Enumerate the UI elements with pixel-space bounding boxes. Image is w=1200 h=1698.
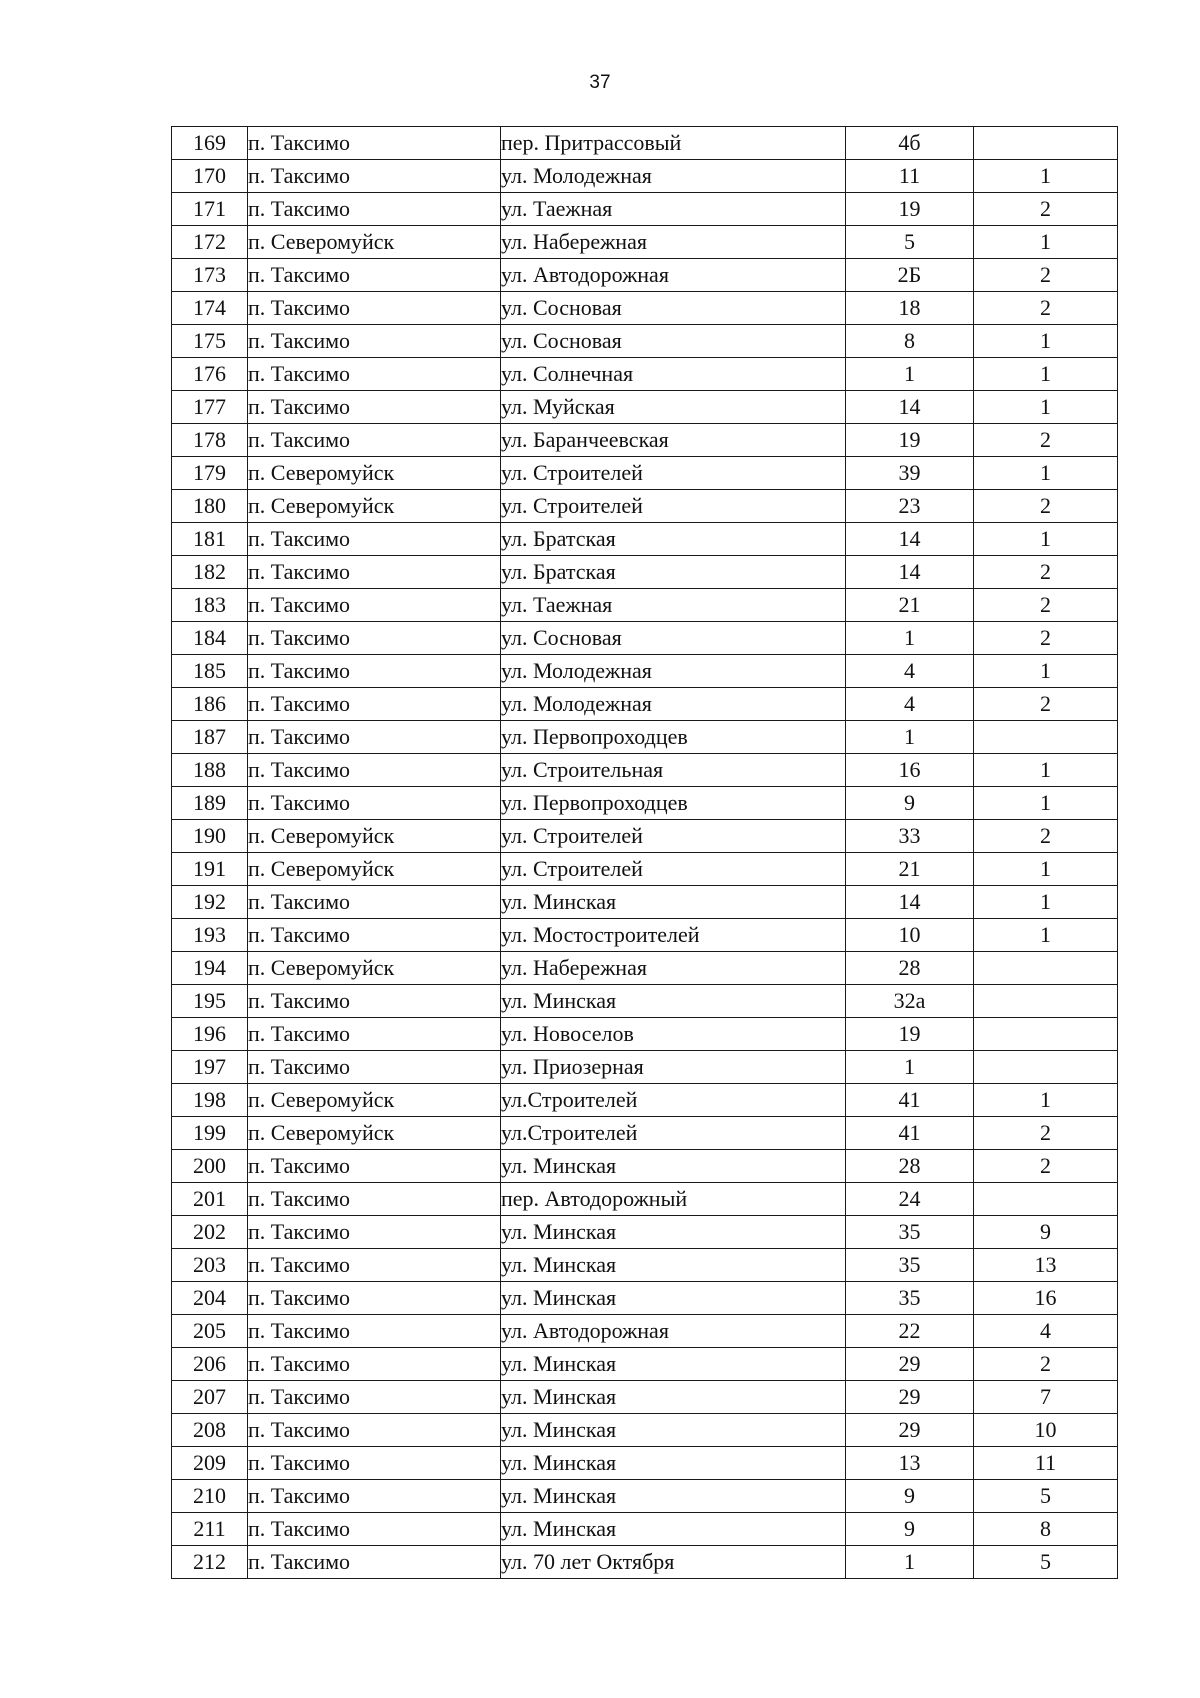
house-number-cell: 1 <box>846 622 974 655</box>
row-number: 202 <box>172 1216 248 1249</box>
table-row <box>172 1150 1118 1183</box>
apartment-number-cell: 2 <box>974 424 1118 457</box>
street-cell: ул. Строителей <box>501 490 846 523</box>
table-row <box>172 358 1118 391</box>
settlement-cell: п. Северомуйск <box>248 457 501 490</box>
street-cell: ул. Молодежная <box>501 688 846 721</box>
street-cell: ул.Строителей <box>501 1084 846 1117</box>
apartment-number-cell: 2 <box>974 556 1118 589</box>
row-number: 173 <box>172 259 248 292</box>
settlement-cell: п. Таксимо <box>248 688 501 721</box>
house-number-cell: 22 <box>846 1315 974 1348</box>
row-number: 180 <box>172 490 248 523</box>
table-row <box>172 589 1118 622</box>
row-number: 189 <box>172 787 248 820</box>
apartment-number-cell: 5 <box>974 1546 1118 1579</box>
house-number-cell: 21 <box>846 589 974 622</box>
street-cell: пер. Притрассовый <box>501 127 846 160</box>
table-row <box>172 952 1118 985</box>
settlement-cell: п. Таксимо <box>248 589 501 622</box>
street-cell: ул. Таежная <box>501 193 846 226</box>
table-row <box>172 325 1118 358</box>
row-number: 194 <box>172 952 248 985</box>
table-row <box>172 127 1118 160</box>
row-number: 174 <box>172 292 248 325</box>
street-cell: ул. Строителей <box>501 853 846 886</box>
house-number-cell: 11 <box>846 160 974 193</box>
row-number: 187 <box>172 721 248 754</box>
table-row <box>172 919 1118 952</box>
row-number: 190 <box>172 820 248 853</box>
apartment-number-cell: 2 <box>974 193 1118 226</box>
apartment-number-cell: 1 <box>974 391 1118 424</box>
apartment-number-cell: 2 <box>974 589 1118 622</box>
row-number: 206 <box>172 1348 248 1381</box>
house-number-cell: 14 <box>846 391 974 424</box>
street-cell: ул. Минская <box>501 1414 846 1447</box>
row-number: 209 <box>172 1447 248 1480</box>
settlement-cell: п. Северомуйск <box>248 226 501 259</box>
table-row <box>172 1018 1118 1051</box>
row-number: 192 <box>172 886 248 919</box>
street-cell: ул. Строительная <box>501 754 846 787</box>
street-cell: ул. Баранчеевская <box>501 424 846 457</box>
row-number: 182 <box>172 556 248 589</box>
house-number-cell: 5 <box>846 226 974 259</box>
settlement-cell: п. Северомуйск <box>248 490 501 523</box>
table-row <box>172 985 1118 1018</box>
house-number-cell: 29 <box>846 1381 974 1414</box>
apartment-number-cell: 1 <box>974 919 1118 952</box>
house-number-cell: 9 <box>846 787 974 820</box>
settlement-cell: п. Северомуйск <box>248 1084 501 1117</box>
house-number-cell: 1 <box>846 1546 974 1579</box>
apartment-number-cell: 2 <box>974 1348 1118 1381</box>
settlement-cell: п. Таксимо <box>248 193 501 226</box>
apartment-number-cell <box>974 985 1118 1018</box>
table-row <box>172 1546 1118 1579</box>
row-number: 184 <box>172 622 248 655</box>
street-cell: ул.Строителей <box>501 1117 846 1150</box>
house-number-cell: 39 <box>846 457 974 490</box>
table-row <box>172 226 1118 259</box>
street-cell: ул. Автодорожная <box>501 1315 846 1348</box>
settlement-cell: п. Таксимо <box>248 721 501 754</box>
settlement-cell: п. Таксимо <box>248 1315 501 1348</box>
house-number-cell: 9 <box>846 1513 974 1546</box>
house-number-cell: 1 <box>846 1051 974 1084</box>
settlement-cell: п. Таксимо <box>248 292 501 325</box>
street-cell: ул. Новоселов <box>501 1018 846 1051</box>
table-row <box>172 820 1118 853</box>
settlement-cell: п. Таксимо <box>248 358 501 391</box>
page-number: 37 <box>589 72 611 93</box>
table-row <box>172 1051 1118 1084</box>
street-cell: ул. Минская <box>501 1216 846 1249</box>
row-number: 188 <box>172 754 248 787</box>
row-number: 201 <box>172 1183 248 1216</box>
settlement-cell: п. Северомуйск <box>248 853 501 886</box>
apartment-number-cell: 1 <box>974 655 1118 688</box>
apartment-number-cell: 5 <box>974 1480 1118 1513</box>
street-cell: ул. Муйская <box>501 391 846 424</box>
house-number-cell: 14 <box>846 886 974 919</box>
street-cell: ул. Строителей <box>501 820 846 853</box>
settlement-cell: п. Таксимо <box>248 1282 501 1315</box>
apartment-number-cell: 2 <box>974 688 1118 721</box>
apartment-number-cell <box>974 721 1118 754</box>
table-row <box>172 721 1118 754</box>
settlement-cell: п. Таксимо <box>248 1150 501 1183</box>
house-number-cell: 41 <box>846 1084 974 1117</box>
street-cell: ул. Минская <box>501 1381 846 1414</box>
row-number: 204 <box>172 1282 248 1315</box>
house-number-cell: 35 <box>846 1216 974 1249</box>
house-number-cell: 29 <box>846 1348 974 1381</box>
row-number: 211 <box>172 1513 248 1546</box>
street-cell: ул. Солнечная <box>501 358 846 391</box>
row-number: 200 <box>172 1150 248 1183</box>
street-cell: пер. Автодорожный <box>501 1183 846 1216</box>
row-number: 197 <box>172 1051 248 1084</box>
street-cell: ул. Таежная <box>501 589 846 622</box>
table-row <box>172 391 1118 424</box>
settlement-cell: п. Таксимо <box>248 754 501 787</box>
row-number: 177 <box>172 391 248 424</box>
table-row <box>172 1117 1118 1150</box>
settlement-cell: п. Таксимо <box>248 787 501 820</box>
address-table-body <box>172 127 1118 1579</box>
house-number-cell: 35 <box>846 1249 974 1282</box>
apartment-number-cell <box>974 1018 1118 1051</box>
house-number-cell: 19 <box>846 1018 974 1051</box>
settlement-cell: п. Таксимо <box>248 919 501 952</box>
house-number-cell: 41 <box>846 1117 974 1150</box>
street-cell: ул. Сосновая <box>501 292 846 325</box>
house-number-cell: 16 <box>846 754 974 787</box>
apartment-number-cell: 16 <box>974 1282 1118 1315</box>
table-row <box>172 457 1118 490</box>
table-row <box>172 1216 1118 1249</box>
table-row <box>172 1447 1118 1480</box>
apartment-number-cell: 9 <box>974 1216 1118 1249</box>
row-number: 210 <box>172 1480 248 1513</box>
table-row <box>172 1315 1118 1348</box>
row-number: 207 <box>172 1381 248 1414</box>
apartment-number-cell: 2 <box>974 1150 1118 1183</box>
house-number-cell: 32а <box>846 985 974 1018</box>
street-cell: ул. Сосновая <box>501 325 846 358</box>
row-number: 171 <box>172 193 248 226</box>
street-cell: ул. Минская <box>501 1282 846 1315</box>
row-number: 181 <box>172 523 248 556</box>
house-number-cell: 8 <box>846 325 974 358</box>
apartment-number-cell: 7 <box>974 1381 1118 1414</box>
house-number-cell: 1 <box>846 721 974 754</box>
house-number-cell: 13 <box>846 1447 974 1480</box>
apartment-number-cell: 1 <box>974 853 1118 886</box>
row-number: 179 <box>172 457 248 490</box>
table-row <box>172 1084 1118 1117</box>
table-row <box>172 1480 1118 1513</box>
house-number-cell: 24 <box>846 1183 974 1216</box>
street-cell: ул. Приозерная <box>501 1051 846 1084</box>
apartment-number-cell: 4 <box>974 1315 1118 1348</box>
settlement-cell: п. Таксимо <box>248 655 501 688</box>
street-cell: ул. Минская <box>501 1249 846 1282</box>
row-number: 196 <box>172 1018 248 1051</box>
house-number-cell: 29 <box>846 1414 974 1447</box>
table-row <box>172 292 1118 325</box>
street-cell: ул. Минская <box>501 1513 846 1546</box>
street-cell: ул. Минская <box>501 985 846 1018</box>
house-number-cell: 4 <box>846 655 974 688</box>
street-cell: ул. Молодежная <box>501 655 846 688</box>
apartment-number-cell <box>974 1051 1118 1084</box>
apartment-number-cell: 1 <box>974 160 1118 193</box>
table-row <box>172 754 1118 787</box>
street-cell: ул. Сосновая <box>501 622 846 655</box>
table-row <box>172 688 1118 721</box>
apartment-number-cell: 13 <box>974 1249 1118 1282</box>
settlement-cell: п. Таксимо <box>248 1513 501 1546</box>
table-row <box>172 556 1118 589</box>
settlement-cell: п. Северомуйск <box>248 952 501 985</box>
apartment-number-cell: 11 <box>974 1447 1118 1480</box>
table-row <box>172 259 1118 292</box>
settlement-cell: п. Таксимо <box>248 160 501 193</box>
settlement-cell: п. Таксимо <box>248 1447 501 1480</box>
row-number: 198 <box>172 1084 248 1117</box>
street-cell: ул. Набережная <box>501 952 846 985</box>
house-number-cell: 21 <box>846 853 974 886</box>
house-number-cell: 4 <box>846 688 974 721</box>
house-number-cell: 33 <box>846 820 974 853</box>
apartment-number-cell: 2 <box>974 622 1118 655</box>
settlement-cell: п. Таксимо <box>248 1018 501 1051</box>
settlement-cell: п. Таксимо <box>248 127 501 160</box>
address-table <box>171 126 1118 1579</box>
settlement-cell: п. Таксимо <box>248 1348 501 1381</box>
apartment-number-cell: 2 <box>974 259 1118 292</box>
apartment-number-cell: 1 <box>974 325 1118 358</box>
row-number: 199 <box>172 1117 248 1150</box>
street-cell: ул. Мостостроителей <box>501 919 846 952</box>
apartment-number-cell: 2 <box>974 292 1118 325</box>
row-number: 183 <box>172 589 248 622</box>
apartment-number-cell: 1 <box>974 523 1118 556</box>
street-cell: ул. 70 лет Октября <box>501 1546 846 1579</box>
house-number-cell: 18 <box>846 292 974 325</box>
street-cell: ул. Братская <box>501 556 846 589</box>
settlement-cell: п. Таксимо <box>248 556 501 589</box>
row-number: 172 <box>172 226 248 259</box>
settlement-cell: п. Таксимо <box>248 391 501 424</box>
street-cell: ул. Минская <box>501 1480 846 1513</box>
table-row <box>172 1381 1118 1414</box>
row-number: 178 <box>172 424 248 457</box>
settlement-cell: п. Таксимо <box>248 1249 501 1282</box>
row-number: 185 <box>172 655 248 688</box>
table-row <box>172 1249 1118 1282</box>
house-number-cell: 4б <box>846 127 974 160</box>
apartment-number-cell: 1 <box>974 754 1118 787</box>
settlement-cell: п. Таксимо <box>248 1381 501 1414</box>
settlement-cell: п. Таксимо <box>248 1414 501 1447</box>
settlement-cell: п. Таксимо <box>248 523 501 556</box>
table-row <box>172 622 1118 655</box>
apartment-number-cell: 1 <box>974 787 1118 820</box>
apartment-number-cell: 8 <box>974 1513 1118 1546</box>
table-row <box>172 193 1118 226</box>
house-number-cell: 19 <box>846 424 974 457</box>
table-row <box>172 886 1118 919</box>
house-number-cell: 23 <box>846 490 974 523</box>
apartment-number-cell: 10 <box>974 1414 1118 1447</box>
table-row <box>172 490 1118 523</box>
house-number-cell: 2Б <box>846 259 974 292</box>
settlement-cell: п. Таксимо <box>248 1480 501 1513</box>
row-number: 208 <box>172 1414 248 1447</box>
house-number-cell: 35 <box>846 1282 974 1315</box>
street-cell: ул. Автодорожная <box>501 259 846 292</box>
table-row <box>172 1282 1118 1315</box>
house-number-cell: 10 <box>846 919 974 952</box>
row-number: 176 <box>172 358 248 391</box>
row-number: 186 <box>172 688 248 721</box>
house-number-cell: 14 <box>846 556 974 589</box>
apartment-number-cell: 1 <box>974 358 1118 391</box>
settlement-cell: п. Северомуйск <box>248 820 501 853</box>
row-number: 175 <box>172 325 248 358</box>
apartment-number-cell: 1 <box>974 457 1118 490</box>
house-number-cell: 9 <box>846 1480 974 1513</box>
street-cell: ул. Минская <box>501 886 846 919</box>
street-cell: ул. Братская <box>501 523 846 556</box>
apartment-number-cell: 1 <box>974 1084 1118 1117</box>
apartment-number-cell: 2 <box>974 1117 1118 1150</box>
settlement-cell: п. Таксимо <box>248 1546 501 1579</box>
street-cell: ул. Первопроходцев <box>501 787 846 820</box>
settlement-cell: п. Таксимо <box>248 985 501 1018</box>
settlement-cell: п. Таксимо <box>248 886 501 919</box>
settlement-cell: п. Таксимо <box>248 325 501 358</box>
row-number: 195 <box>172 985 248 1018</box>
settlement-cell: п. Таксимо <box>248 622 501 655</box>
settlement-cell: п. Таксимо <box>248 1216 501 1249</box>
row-number: 205 <box>172 1315 248 1348</box>
settlement-cell: п. Таксимо <box>248 1183 501 1216</box>
house-number-cell: 19 <box>846 193 974 226</box>
apartment-number-cell: 1 <box>974 226 1118 259</box>
apartment-number-cell: 2 <box>974 820 1118 853</box>
table-row <box>172 787 1118 820</box>
settlement-cell: п. Таксимо <box>248 259 501 292</box>
apartment-number-cell: 1 <box>974 886 1118 919</box>
apartment-number-cell <box>974 952 1118 985</box>
row-number: 203 <box>172 1249 248 1282</box>
street-cell: ул. Молодежная <box>501 160 846 193</box>
row-number: 170 <box>172 160 248 193</box>
apartment-number-cell <box>974 1183 1118 1216</box>
apartment-number-cell <box>974 127 1118 160</box>
settlement-cell: п. Северомуйск <box>248 1117 501 1150</box>
table-row <box>172 523 1118 556</box>
row-number: 169 <box>172 127 248 160</box>
table-row <box>172 655 1118 688</box>
apartment-number-cell: 2 <box>974 490 1118 523</box>
house-number-cell: 28 <box>846 1150 974 1183</box>
house-number-cell: 14 <box>846 523 974 556</box>
street-cell: ул. Минская <box>501 1348 846 1381</box>
table-row <box>172 1183 1118 1216</box>
row-number: 191 <box>172 853 248 886</box>
house-number-cell: 28 <box>846 952 974 985</box>
street-cell: ул. Минская <box>501 1447 846 1480</box>
row-number: 212 <box>172 1546 248 1579</box>
table-row <box>172 160 1118 193</box>
settlement-cell: п. Таксимо <box>248 424 501 457</box>
table-row <box>172 424 1118 457</box>
street-cell: ул. Первопроходцев <box>501 721 846 754</box>
table-row <box>172 1348 1118 1381</box>
house-number-cell: 1 <box>846 358 974 391</box>
table-row <box>172 1414 1118 1447</box>
street-cell: ул. Строителей <box>501 457 846 490</box>
table-row <box>172 853 1118 886</box>
table-row <box>172 1513 1118 1546</box>
row-number: 193 <box>172 919 248 952</box>
street-cell: ул. Минская <box>501 1150 846 1183</box>
settlement-cell: п. Таксимо <box>248 1051 501 1084</box>
street-cell: ул. Набережная <box>501 226 846 259</box>
